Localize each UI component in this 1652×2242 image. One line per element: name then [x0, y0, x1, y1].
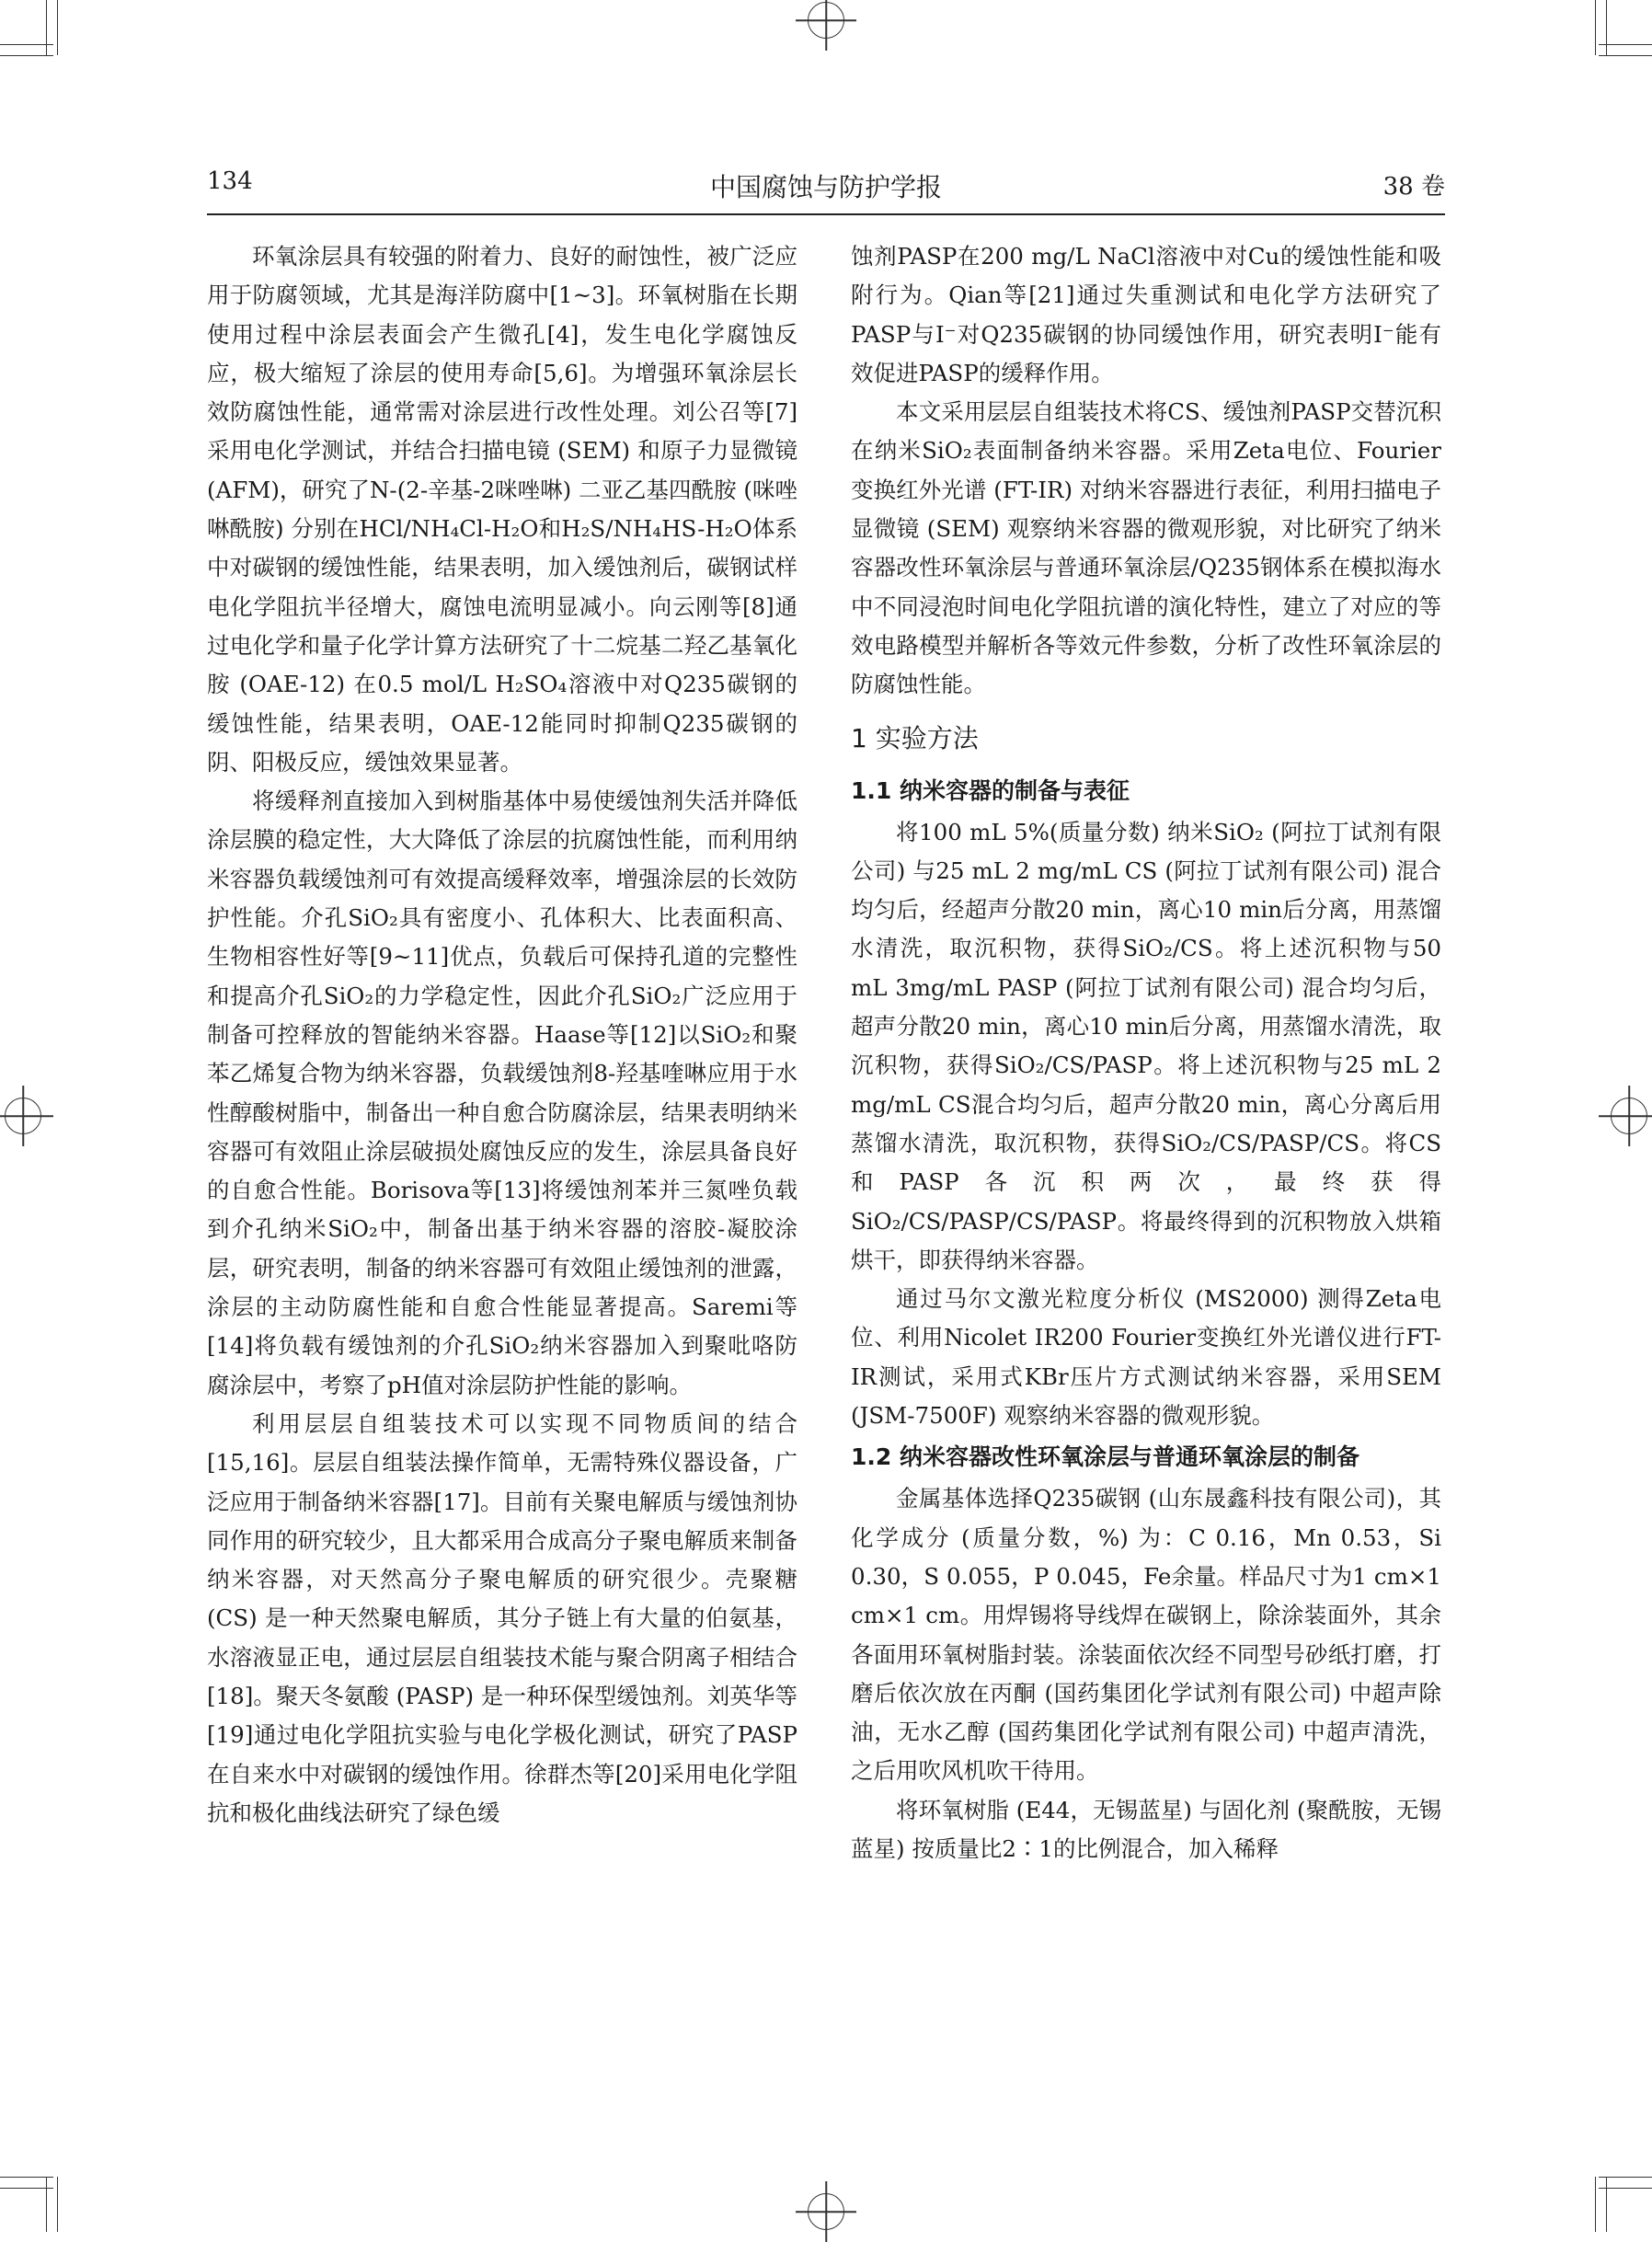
- paragraph: 将缓释剂直接加入到树脂基体中易使缓蚀剂失活并降低涂层膜的稳定性，大大降低了涂层的抗腐蚀性能，而利用纳米容器负载缓蚀剂可有效提高缓释效率，增强涂层的长效防护性能。介孔SiO₂具有密度小、孔体积大、比表面积高、生物相容性好等[9~11]优点，负载后可保持孔道的完整性和提高介孔SiO₂的力学稳定性，因此介孔SiO₂广泛应用于制备可控释放的智能纳米容器。Haase等[12]以SiO₂和聚苯乙烯复合物为纳米容器，负载缓蚀剂8-羟基喹啉应用于水性醇酸树脂中，制备出一种自愈合防腐涂层，结果表明纳米容器可有效阻止涂层破损处腐蚀反应的发生，涂层具备良好的自愈合性能。Borisova等[13]将缓蚀剂苯并三氮唑负载到介孔纳米SiO₂中，制备出基于纳米容器的溶胶-凝胶涂层，研究表明，制备的纳米容器可有效阻止缓蚀剂的泄露，涂层的主动防腐性能和自愈合性能显著提高。Saremi等[14]将负载有缓蚀剂的介孔SiO₂纳米容器加入到聚吡咯防腐涂层中，考察了pH值对涂层防护性能的影响。: [207, 788, 797, 1398]
- paragraph: 本文采用层层自组装技术将CS、缓蚀剂PASP交替沉积在纳米SiO₂表面制备纳米容器。采用Zeta电位、Fourier变换红外光谱 (FT-IR) 对纳米容器进行表征，利用扫描电子显微镜 (SEM) 观察纳米容器的微观形貌，对比研究了纳米容器改性环氧涂层与普通环氧涂层/Q235钢体系在模拟海水中不同浸泡时间电化学阻抗谱的演化特性，建立了对应的等效电路模型并解析各等效元件参数，分析了改性环氧涂层的防腐蚀性能。: [851, 398, 1441, 698]
- crop-mark: [0, 55, 53, 56]
- registration-mark-icon: [1611, 1098, 1647, 1134]
- registration-mark-icon: [5, 1098, 41, 1134]
- crop-mark: [57, 0, 58, 55]
- journal-title: 中国腐蚀与防护学报: [709, 172, 942, 202]
- right-column: [851, 237, 1441, 1868]
- crop-mark: [46, 2177, 47, 2232]
- paragraph: 将100 mL 5%(质量分数) 纳米SiO₂ (阿拉丁试剂有限公司) 与25 mL 2 mg/mL CS (阿拉丁试剂有限公司) 混合均匀后，经超声分散20 min，离心10 min后分离，用蒸馏水清洗，取沉积物，获得SiO₂/CS。将上述沉积物与50 mL 3mg/mL PASP (阿拉丁试剂有限公司) 混合均匀后，超声分散20 min，离心10 min后分离，用蒸馏水清洗，取沉积物，获得SiO₂/CS/PASP。将上述沉积物与25 mL 2 mg/mL CS混合均匀后，超声分散20 min，离心分离后用蒸馏水清洗，取沉积物，获得SiO₂/CS/PASP/CS。将CS和PASP各沉积两次，最终获得SiO₂/CS/PASP/CS/PASP。将最终得到的沉积物放入烘箱烘干，即获得纳米容器。: [851, 818, 1441, 1273]
- paragraph: 金属基体选择Q235碳钢 (山东晟鑫科技有限公司)，其化学成分 (质量分数，%) 为：C 0.16，Mn 0.53，Si 0.30，S 0.055，P 0.045，Fe余量。样品尺寸为1 cm×1 cm×1 cm。用焊锡将导线焊在碳钢上，除涂装面外，其余各面用环氧树脂封装。涂装面依次经不同型号砂纸打磨，打磨后依次放在丙酮 (国药集团化学试剂有限公司) 中超声除油，无水乙醇 (国药集团化学试剂有限公司) 中超声清洗，之后用吹风机吹干待用。: [851, 1485, 1441, 1785]
- volume-label: 38 卷: [1382, 173, 1445, 201]
- paragraph: 通过马尔文激光粒度分析仪 (MS2000) 测得Zeta电位、利用Nicolet IR200 Fourier变换红外光谱仪进行FT-IR测试，采用式KBr压片方式测试纳米容器，采用SEM (JSM-7500F) 观察纳米容器的微观形貌。: [851, 1285, 1441, 1430]
- crop-mark: [1595, 0, 1596, 55]
- subsection-heading: 1.1 纳米容器的制备与表征: [851, 776, 1130, 804]
- crop-mark: [1595, 2177, 1596, 2232]
- page-number: 134: [207, 167, 253, 195]
- paragraph: 将环氧树脂 (E44，无锡蓝星) 与固化剂 (聚酰胺，无锡蓝星) 按质量比2∶1的比例混合，加入稀释: [851, 1796, 1441, 1862]
- crop-mark: [0, 44, 53, 45]
- paragraph: 利用层层自组装技术可以实现不同物质间的结合[15,16]。层层自组装法操作简单，无需特殊仪器设备，广泛应用于制备纳米容器[17]。目前有关聚电解质与缓蚀剂协同作用的研究较少，且大都采用合成高分子聚电解质来制备纳米容器，对天然高分子聚电解质的研究很少。壳聚糖 (CS) 是一种天然聚电解质，其分子链上有大量的伯氨基，水溶液显正电，通过层层自组装技术能与聚合阴离子相结合[18]。聚天冬氨酸 (PASP) 是一种环保型缓蚀剂。刘英华等[19]通过电化学阻抗实验与电化学极化测试，研究了PASP在自来水中对碳钢的缓蚀作用。徐群杰等[20]采用电化学阻抗和极化曲线法研究了绿色缓: [207, 1409, 797, 1826]
- crop-mark: [46, 0, 47, 55]
- paragraph: 环氧涂层具有较强的附着力、良好的耐蚀性，被广泛应用于防腐领域，尤其是海洋防腐中[1~3]。环氧树脂在长期使用过程中涂层表面会产生微孔[4]，发生电化学腐蚀反应，极大缩短了涂层的使用寿命[5,6]。为增强环氧涂层长效防腐蚀性能，通常需对涂层进行改性处理。刘公召等[7]采用电化学测试，并结合扫描电镜 (SEM) 和原子力显微镜 (AFM)，研究了N-(2-辛基-2咪唑啉) 二亚乙基四酰胺 (咪唑啉酰胺) 分别在HCl/NH₄Cl-H₂O和H₂S/NH₄HS-H₂O体系中对碳钢的缓蚀性能，结果表明，加入缓蚀剂后，碳钢试样电化学阻抗半径增大，腐蚀电流明显减小。向云刚等[8]通过电化学和量子化学计算方法研究了十二烷基二羟乙基氧化胺 (OAE-12) 在0.5 mol/L H₂SO₄溶液中对Q235碳钢的缓蚀性能，结果表明，OAE-12能同时抑制Q235碳钢的阴、阳极反应，缓蚀效果显著。: [207, 243, 797, 776]
- crop-mark: [1606, 2177, 1607, 2232]
- crop-mark: [1599, 2177, 1652, 2178]
- left-column: [207, 237, 797, 1833]
- running-header: [207, 167, 1445, 215]
- subsection-heading: 1.2 纳米容器改性环氧涂层与普通环氧涂层的制备: [851, 1443, 1359, 1471]
- paragraph: 蚀剂PASP在200 mg/L NaCl溶液中对Cu的缓蚀性能和吸附行为。Qian等[21]通过失重测试和电化学方法研究了PASP与I⁻对Q235碳钢的协同缓蚀作用，研究表明I⁻能有效促进PASP的缓释作用。: [851, 243, 1441, 386]
- section-heading: 1 实验方法: [851, 722, 979, 753]
- registration-mark-icon: [808, 2, 844, 39]
- crop-mark: [1606, 0, 1607, 55]
- crop-mark: [1599, 55, 1652, 56]
- crop-mark: [1599, 2188, 1652, 2189]
- crop-mark: [57, 2177, 58, 2232]
- registration-mark-icon: [808, 2193, 844, 2230]
- crop-mark: [0, 2188, 53, 2189]
- crop-mark: [1599, 44, 1652, 45]
- crop-mark: [0, 2177, 53, 2178]
